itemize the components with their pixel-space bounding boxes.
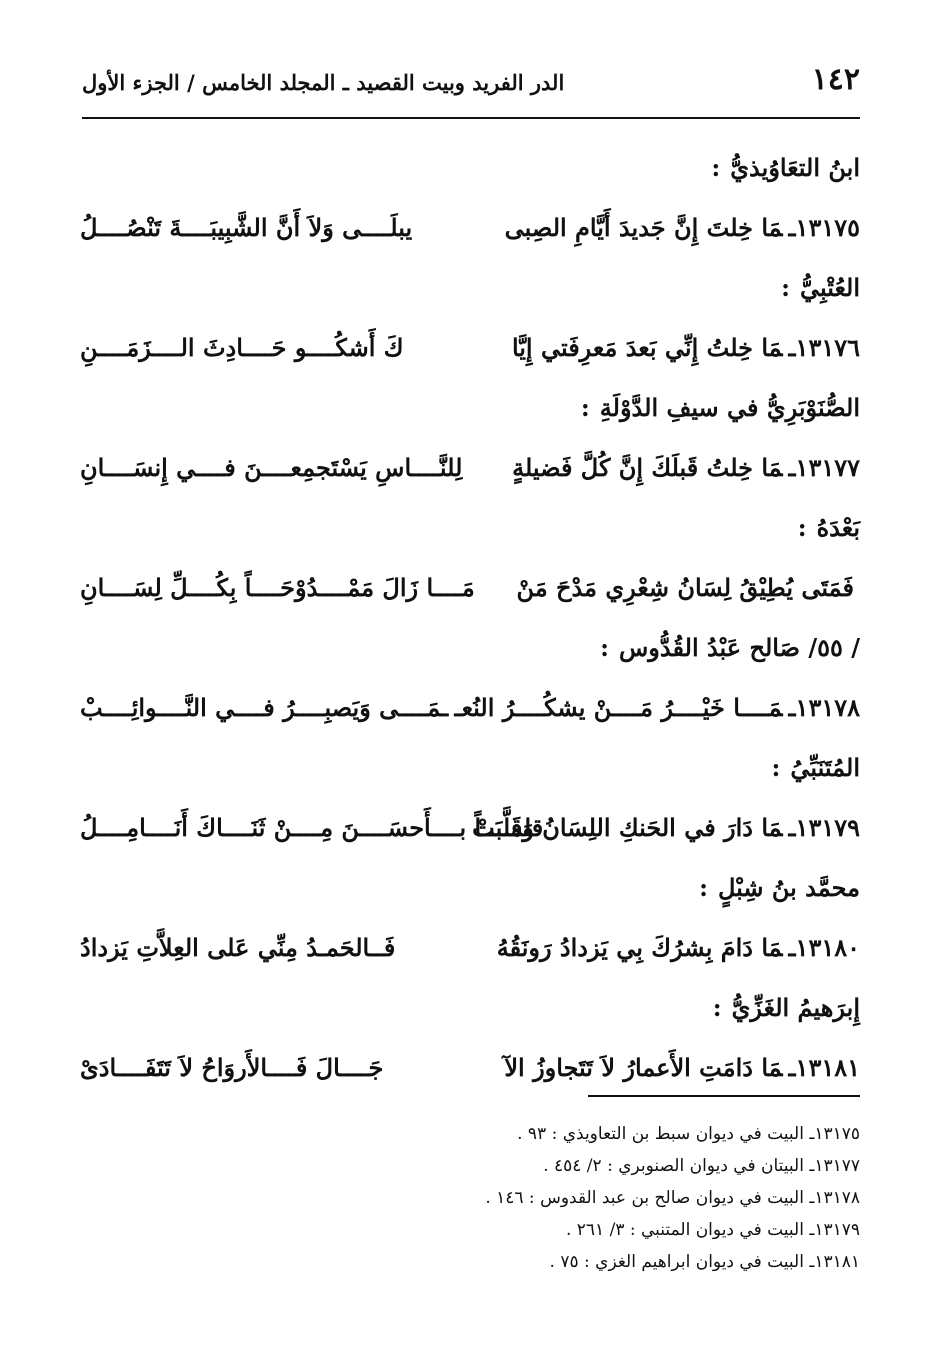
verse-number: ١٣١٧٧ـ <box>788 453 860 482</box>
poet-name: ابنُ التعَاوُيذيُّ <box>730 153 860 182</box>
verse-line <box>80 678 860 738</box>
poem-body <box>80 138 860 1098</box>
second-hemistich: كَ أَشكُــــو حَــــادِثَ الــــزَمَــــنِ <box>80 333 404 362</box>
second-hemistich: جَــــالَ فَــــالأَروَاحُ لاَ تَتَفَــــادَىْ <box>80 1053 384 1082</box>
verse-line <box>80 198 860 258</box>
second-hemistich: مَــــا زَالَ مَمْــــدُوْحَــــاً بِكُــــلِّ لِسَــــانِ <box>80 573 475 602</box>
poet-name: بَعْدَهُ <box>816 513 860 542</box>
verse-number: ١٣١٨١ـ <box>788 1053 860 1082</box>
verse-number: ١٣١٧٩ـ <box>788 813 860 842</box>
first-hemistich-text: مَا دَامَتِ الأَعمارُ لاَ تَتَجاوزُ الآ <box>504 1053 783 1082</box>
footnote: ١٣١٨١ـ البيت في ديوان ابراهيم الغزي : ٧٥ . <box>549 1252 860 1272</box>
verse-line <box>80 318 860 378</box>
verse-number: ١٣١٧٥ـ <box>788 213 860 242</box>
poet-name: إِبرَهيمُ الغَزِّيُّ <box>731 993 860 1022</box>
second-hemistich: ـمَــــى وَيَصبِــــرُ فــــي النَّــــوائِــــبْ <box>80 693 449 722</box>
page-header <box>82 62 860 106</box>
verse-number: ١٣١٨٠ـ <box>788 933 860 962</box>
running-title: الدر الفريد وبيت القصيد ـ المجلد الخامس / الجزء الأول <box>82 70 565 95</box>
poet-separator: : <box>771 753 781 782</box>
verse-line <box>80 1038 860 1098</box>
poet-heading <box>80 378 860 438</box>
first-hemistich-text: مَا دَارَ في الحَنكِ اللِسَانُ وَقَلَّبَتْ <box>472 813 783 842</box>
second-hemistich: يبلَــــى وَلاَ أَنَّ الشَّبِيبَــــةَ تَنْصُــــلُ <box>80 213 413 242</box>
poet-separator: : <box>699 873 708 902</box>
poet-name: محمَّد بنُ شِبْلٍ <box>717 873 860 902</box>
verse-number: ١٣١٧٨ـ <box>788 693 860 722</box>
poet-name: الصُّنَوْبَرِيُّ في سيفِ الدَّوْلَةِ <box>599 393 860 422</box>
second-hemistich: لِلنَّــــاسِ يَسْتَجمِعــــنَ فــــي إِنسَــــانِ <box>80 453 463 482</box>
poet-heading <box>80 618 860 678</box>
poet-separator: : <box>797 513 807 542</box>
poet-separator: : <box>580 393 590 422</box>
poet-name: العُتْبِيُّ <box>799 273 860 302</box>
first-hemistich-text: مَا خِلتُ إِنِّي بَعدَ مَعرِفَتي إِيَّا <box>511 333 783 362</box>
first-hemistich-text: مَــــا خَيْــــرُ مَــــنْ يشكُــــرُ النُعـ <box>454 693 783 722</box>
footnotes <box>80 1118 860 1278</box>
poet-heading <box>80 858 860 918</box>
poet-separator: : <box>600 633 609 662</box>
first-hemistich-text: مَا دَامَ بِشرُكَ بِي يَزدادُ رَونَقُهُ <box>496 933 783 962</box>
poet-name: المُتَنَبِّيُ <box>790 753 860 782</box>
poet-heading <box>80 498 860 558</box>
verse-line <box>80 918 860 978</box>
first-hemistich <box>512 318 860 378</box>
poet-name: / ٥٥/ صَالح عَبْدُ القُدُّوس <box>619 633 860 662</box>
verse-line <box>80 558 860 618</box>
footnote: ١٣١٧٩ـ البيت في ديوان المتنبي : ٣/ ٢٦١ . <box>565 1220 860 1240</box>
second-hemistich: فَــالحَمـدُ مِنِّي عَلى العِلاَّتِ يَزدادُ <box>80 933 396 962</box>
first-hemistich <box>504 1038 860 1098</box>
first-hemistich <box>455 678 860 738</box>
footnote: ١٣١٧٥ـ البيت في ديوان سبط بن التعاويذي : ٩٣ . <box>517 1124 860 1144</box>
first-hemistich <box>517 558 860 618</box>
first-hemistich-text: مَا خِلتَ إِنَّ جَديدَ أَيَّامِ الصِبى <box>504 213 783 242</box>
verse-line <box>80 798 860 858</box>
first-hemistich <box>512 438 860 498</box>
first-hemistich <box>505 198 860 258</box>
poet-heading <box>80 138 860 198</box>
footnote-rule <box>588 1095 860 1097</box>
verse-number: ١٣١٧٦ـ <box>788 333 860 362</box>
header-rule <box>82 117 860 119</box>
second-hemistich: قلمــــاً بــــأَحسَــــنَ مِــــنْ ثَنَــــاكَ أَنَــــامِــــلُ <box>80 813 544 842</box>
poet-separator: : <box>712 993 722 1022</box>
first-hemistich <box>497 918 860 978</box>
footnote: ١٣١٧٨ـ البيت في ديوان صالح بن عبد القدوس : ١٤٦ . <box>485 1188 860 1208</box>
first-hemistich-text: فَمَتَى يُطِيْقُ لِسَانُ شِعْرِي مَدْحَ مَنْ <box>516 573 854 602</box>
poet-separator: : <box>711 153 721 182</box>
page-number: ١٤٢ <box>811 62 860 97</box>
poet-separator: : <box>781 273 790 302</box>
first-hemistich-text: مَا خِلتُ قَبلَكَ إِنَّ كُلَّ فَضيلةٍ <box>512 453 783 482</box>
poet-heading <box>80 258 860 318</box>
verse-line <box>80 438 860 498</box>
poet-heading <box>80 738 860 798</box>
footnote: ١٣١٧٧ـ البيتان في ديوان الصنوبري : ٢/ ٤٥٤ . <box>543 1156 860 1176</box>
poet-heading <box>80 978 860 1038</box>
